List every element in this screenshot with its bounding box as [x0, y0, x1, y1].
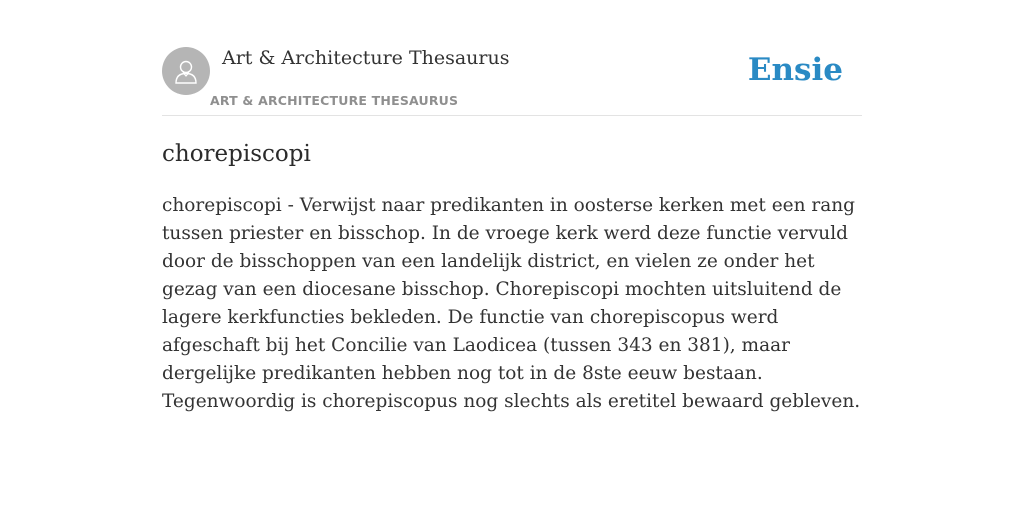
source-subtitle[interactable]: ART & ARCHITECTURE THESAURUS: [210, 93, 459, 108]
avatar[interactable]: [162, 47, 210, 95]
user-silhouette-icon: [171, 56, 201, 86]
source-title[interactable]: Art & Architecture Thesaurus: [222, 47, 510, 69]
entry-header: [162, 46, 862, 116]
brand-logo[interactable]: Ensie: [747, 52, 843, 88]
entry-title: chorepiscopi: [162, 141, 311, 167]
entry-definition: chorepiscopi - Verwijst naar predikanten in oosterse kerken met een rang tussen priester en bisschop. In de vroege kerk werd deze functie vervuld door de bisschoppen van een landelijk district, en vielen ze onder het gezag van een diocesane bisschop. Chorepiscopi mochten uitsluitend de lagere kerkfuncties bekleden. De functie van chorepiscopus werd afgeschaft bij het Concilie van Laodicea (tussen 343 en 381), maar dergelijke predikanten hebben nog tot in de 8ste eeuw bestaan. Tegenwoordig is chorepiscopus nog slechts als eretitel bewaard gebleven.: [162, 195, 861, 412]
